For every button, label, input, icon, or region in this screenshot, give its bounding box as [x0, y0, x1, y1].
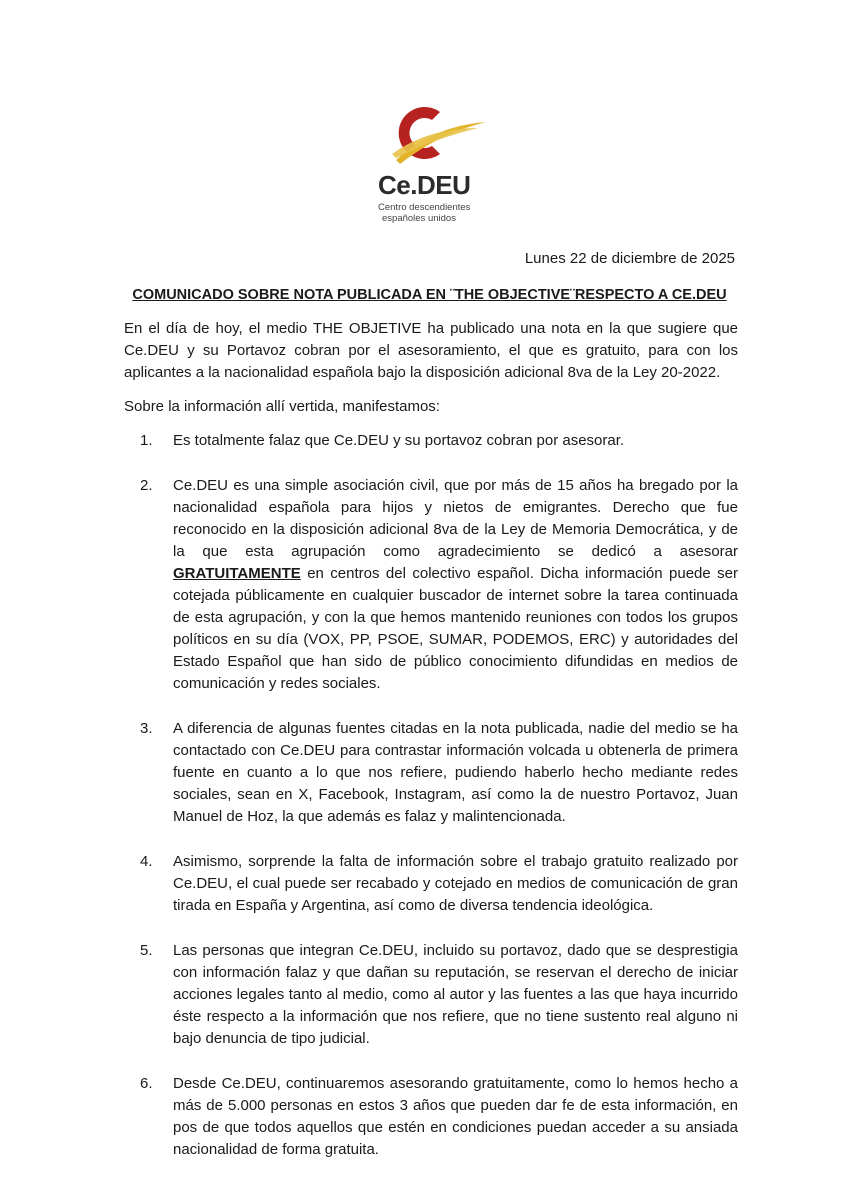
- list-text: A diferencia de algunas fuentes citadas en la nota publicada, nadie del medio se ha contactado con Ce.DEU para contrastar información volcada u obtenerla de primera fuente en cuanto a lo que nos refiere, pudiendo haberlo hecho mediante redes sociales, sean en X, Facebook, Instagram, así como la de nuestro Portavoz, Juan Manuel de Hoz, la que además es falaz y malintencionada.: [173, 720, 738, 825]
- list-item: [140, 430, 738, 452]
- list-text: Es totalmente falaz que Ce.DEU y su portavoz cobran por asesorar.: [173, 432, 625, 449]
- list-number: 1.: [140, 432, 153, 449]
- list-item: [140, 718, 738, 828]
- list-item: [140, 940, 738, 1050]
- list-text: Asimismo, sorprende la falta de información sobre el trabajo gratuito realizado por Ce.DEU, el cual puede ser recabado y cotejado en medios de comunicación de gran tirada en España y Argentina, así como de diversa tendencia ideológica.: [173, 853, 738, 914]
- list-number: 4.: [140, 853, 153, 870]
- list-text-after: en centros del colectivo español. Dicha información puede ser cotejada públicamente en cualquier buscador de internet sobre la tarea continuada de esta agrupación, y con la que hemos mantenido reuniones con todos los grupos políticos en su día (VOX, PP, PSOE, SUMAR, PODEMOS, ERC) y autoridades del Estado Español que han sido de público conocimiento difundidas en medios de comunicación y redes sociales.: [173, 565, 738, 692]
- brand-tagline-line-1: Centro descendientes: [378, 202, 471, 213]
- list-number: 2.: [140, 477, 153, 494]
- list-number: 6.: [140, 1075, 153, 1092]
- list-item: [140, 1073, 738, 1161]
- brand-tagline: [378, 202, 498, 224]
- list-item: [140, 475, 738, 695]
- statement-list: [140, 430, 738, 1184]
- brand-name: Ce.DEU: [378, 170, 471, 200]
- list-text: Desde Ce.DEU, continuaremos asesorando gratuitamente, como lo hemos hecho a más de 5.000 personas en estos 3 años que pueden dar fe de esta información, en pos de que todos aquellos que estén en condiciones puedan acceder a su ansiada nacionalidad de forma gratuita.: [173, 1075, 738, 1158]
- intro-paragraph: En el día de hoy, el medio THE OBJETIVE ha publicado una nota en la que sugiere que Ce.DEU y su Portavoz cobran por el asesoramiento, el que es gratuito, para con los aplicantes a la nacionalidad española bajo la disposición adicional 8va de la Ley 20-2022.: [124, 320, 738, 381]
- list-item: [140, 851, 738, 917]
- list-text: Las personas que integran Ce.DEU, incluido su portavoz, dado que se desprestigia con información falaz y que dañan su reputación, se reservan el derecho de iniciar acciones legales tanto al medio, como al autor y las fuentes a las que haya incurrido éste respecto a la información que nos refiere, que no tiene sustento real alguno ni bajo denuncia de tipo judicial.: [173, 942, 738, 1047]
- list-text: [173, 475, 738, 695]
- document-date: Lunes 22 de diciembre de 2025: [524, 250, 735, 267]
- brand-tagline-line-2: españoles unidos: [382, 213, 456, 224]
- emphasis-gratuitamente: GRATUITAMENTE: [173, 565, 301, 582]
- list-number: 5.: [140, 942, 153, 959]
- list-number: 3.: [140, 720, 153, 737]
- document-title: COMUNICADO SOBRE NOTA PUBLICADA EN ¨THE OBJECTIVE¨RESPECTO A CE.DEU: [132, 287, 727, 303]
- lead-paragraph: Sobre la información allí vertida, manifestamos:: [124, 398, 440, 415]
- list-text-before: Ce.DEU es una simple asociación civil, que por más de 15 años ha bregado por la nacionalidad española para hijos y nietos de emigrantes. Derecho que fue reconocido en la disposición adicional 8va de la Ley de Memoria Democrática, y de la que esta agrupación como agradecimiento se dedicó a asesorar: [173, 477, 738, 560]
